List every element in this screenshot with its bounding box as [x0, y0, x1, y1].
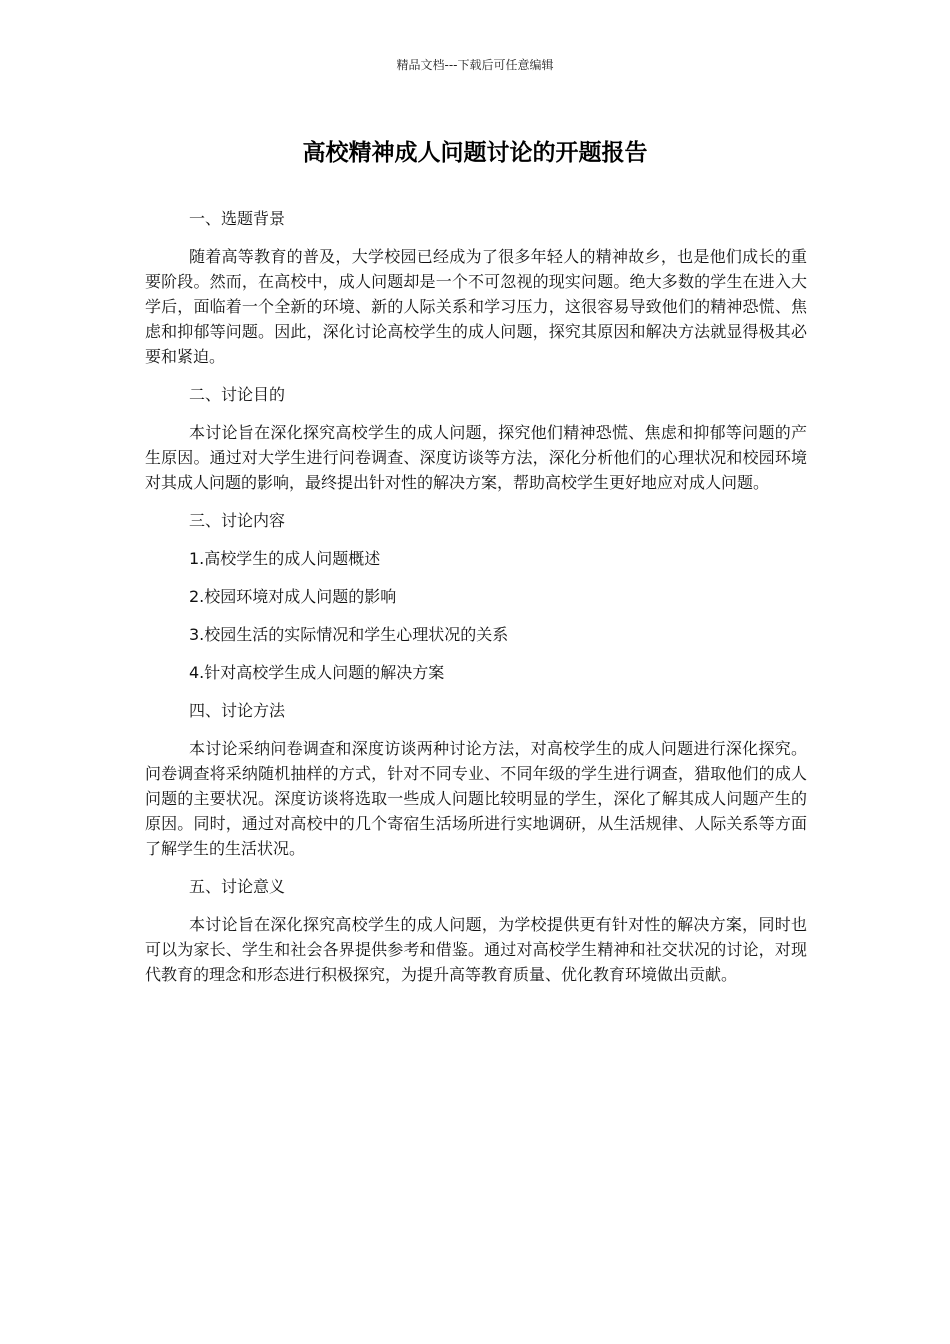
section-heading-background: 一、选题背景: [189, 209, 286, 228]
content-list-item: 4.针对高校学生成人问题的解决方案: [189, 663, 445, 682]
paragraph-purpose: 本讨论旨在深化探究高校学生的成人问题，探究他们精神恐慌、焦虑和抑郁等问题的产生原因。通过对大学生进行问卷调查、深度访谈等方法，深化分析他们的心理状况和校园环境对其成人问题的影响，最终提出针对性的解决方案，帮助高校学生更好地应对成人问题。: [145, 423, 807, 492]
section-heading-purpose: 二、讨论目的: [189, 385, 286, 404]
header-note: 精品文档---下载后可任意编辑: [396, 58, 554, 72]
section-heading-method: 四、讨论方法: [189, 701, 286, 720]
document-title: 高校精神成人问题讨论的开题报告: [302, 140, 648, 166]
content-list-item: 1.高校学生的成人问题概述: [189, 549, 381, 568]
section-heading-significance: 五、讨论意义: [189, 877, 286, 896]
paragraph-significance: 本讨论旨在深化探究高校学生的成人问题，为学校提供更有针对性的解决方案，同时也可以为家长、学生和社会各界提供参考和借鉴。通过对高校学生精神和社交状况的讨论，对现代教育的理念和形态进行积极探究，为提升高等教育质量、优化教育环境做出贡献。: [145, 915, 807, 984]
content-list-item: 2.校园环境对成人问题的影响: [189, 587, 397, 606]
paragraph-background: 随着高等教育的普及，大学校园已经成为了很多年轻人的精神故乡，也是他们成长的重要阶段。然而，在高校中，成人问题却是一个不可忽视的现实问题。绝大多数的学生在进入大学后，面临着一个全新的环境、新的人际关系和学习压力，这很容易导致他们的精神恐慌、焦虑和抑郁等问题。因此，深化讨论高校学生的成人问题，探究其原因和解决方法就显得极其必要和紧迫。: [145, 247, 807, 366]
section-heading-content: 三、讨论内容: [189, 511, 286, 530]
paragraph-method: 本讨论采纳问卷调查和深度访谈两种讨论方法，对高校学生的成人问题进行深化探究。问卷调查将采纳随机抽样的方式，针对不同专业、不同年级的学生进行调查，猎取他们的成人问题的主要状况。深度访谈将选取一些成人问题比较明显的学生，深化了解其成人问题产生的原因。同时，通过对高校中的几个寄宿生活场所进行实地调研，从生活规律、人际关系等方面了解学生的生活状况。: [145, 739, 807, 858]
content-list-item: 3.校园生活的实际情况和学生心理状况的关系: [189, 625, 509, 644]
document-body: [145, 206, 807, 1000]
